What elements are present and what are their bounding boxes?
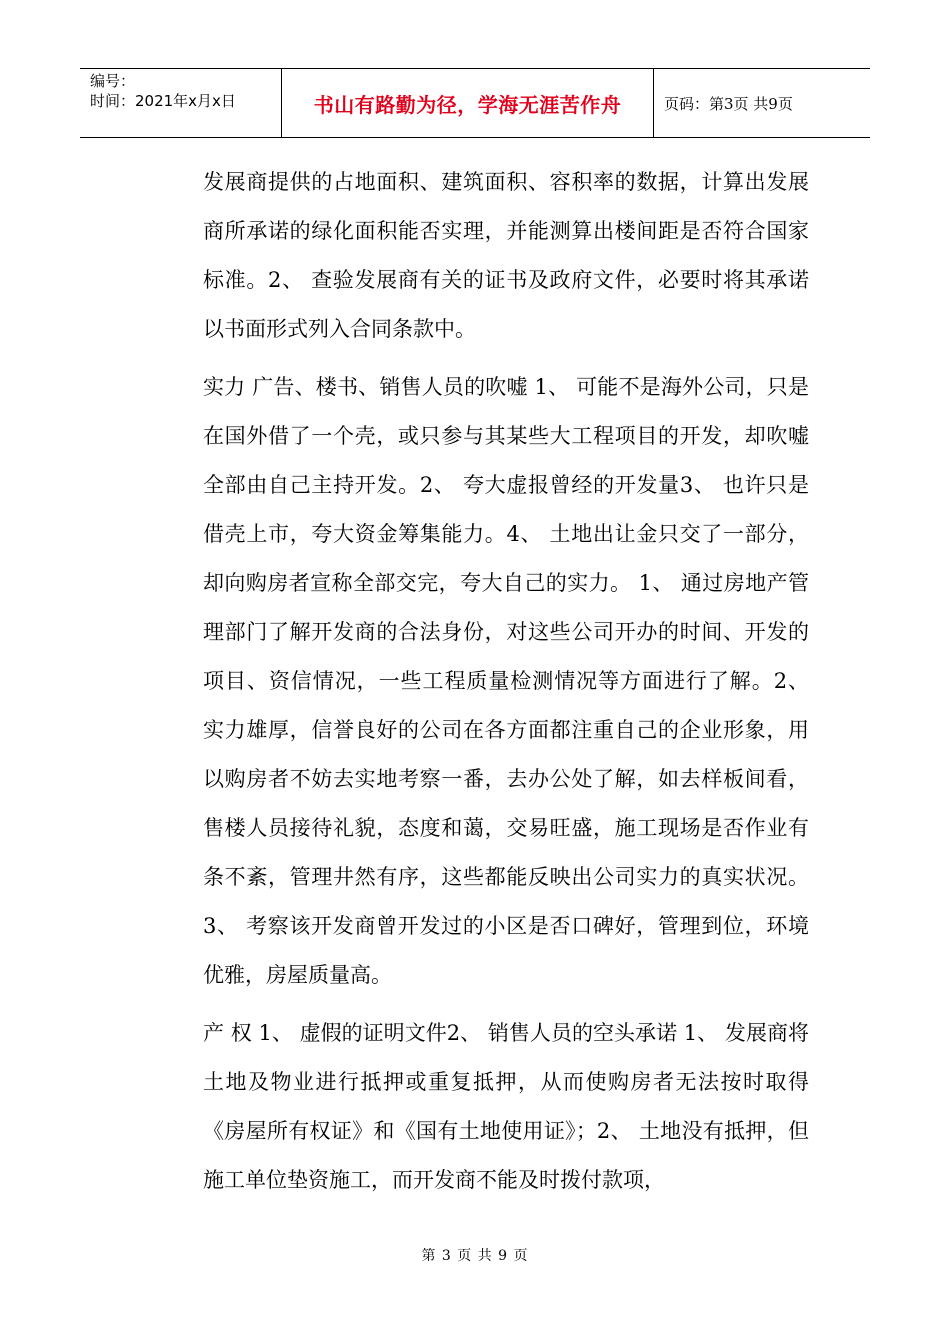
header-meta — [80, 69, 282, 137]
document-date: 时间：2021年x月x日 — [90, 92, 236, 110]
document-body — [203, 158, 809, 1205]
body-paragraph: 发展商提供的占地面积、建筑面积、容积率的数据，计算出发展商所承诺的绿化面积能否实理，并能测算出楼间距是否符合国家标准。2、 查验发展商有关的证书及政府文件，必要时将其承诺以书面形式列入合同条款中。 — [203, 170, 809, 341]
header-page-info: 页码：第3页 共9页 — [664, 94, 793, 113]
document-header — [80, 68, 870, 138]
page-footer: 第 3 页 共 9 页 — [421, 1248, 529, 1264]
body-paragraph: 产 权 1、 虚假的证明文件2、 销售人员的空头承诺 1、 发展商将土地及物业进行抵押或重复抵押，从而使购房者无法按时取得《房屋所有权证》和《国有土地使用证》；2、 土地没有抵押，但施工单位垫资施工，而开发商不能及时拨付款项， — [203, 1021, 809, 1192]
document-number-label: 编号： — [90, 72, 136, 90]
header-motto: 书山有路勤为径，学海无涯苦作舟 — [282, 69, 654, 137]
body-paragraph: 实力 广告、楼书、销售人员的吹嘘 1、 可能不是海外公司，只是在国外借了一个壳，或只参与其某些大工程项目的开发，却吹嘘全部由自己主持开发。2、 夸大虚报曾经的开发量3、 也许只是借壳上市，夸大资金筹集能力。4、 土地出让金只交了一部分，却向购房者宣称全部交完，夸大自己的实力。 1、 通过房地产管理部门了解开发商的合法身份，对这些公司开办的时间、开发的项目、资信情况，一些工程质量检测情况等方面进行了解。2、 实力雄厚，信誉良好的公司在各方面都注重自己的企业形象，用以购房者不妨去实地考察一番，去办公处了解，如去样板间看，售楼人员接待礼貌，态度和蔼，交易旺盛，施工现场是否作业有条不紊，管理井然有序，这些都能反映出公司实力的真实状况。3、 考察该开发商曾开发过的小区是否口碑好，管理到位，环境优雅，房屋质量高。 — [203, 375, 809, 987]
